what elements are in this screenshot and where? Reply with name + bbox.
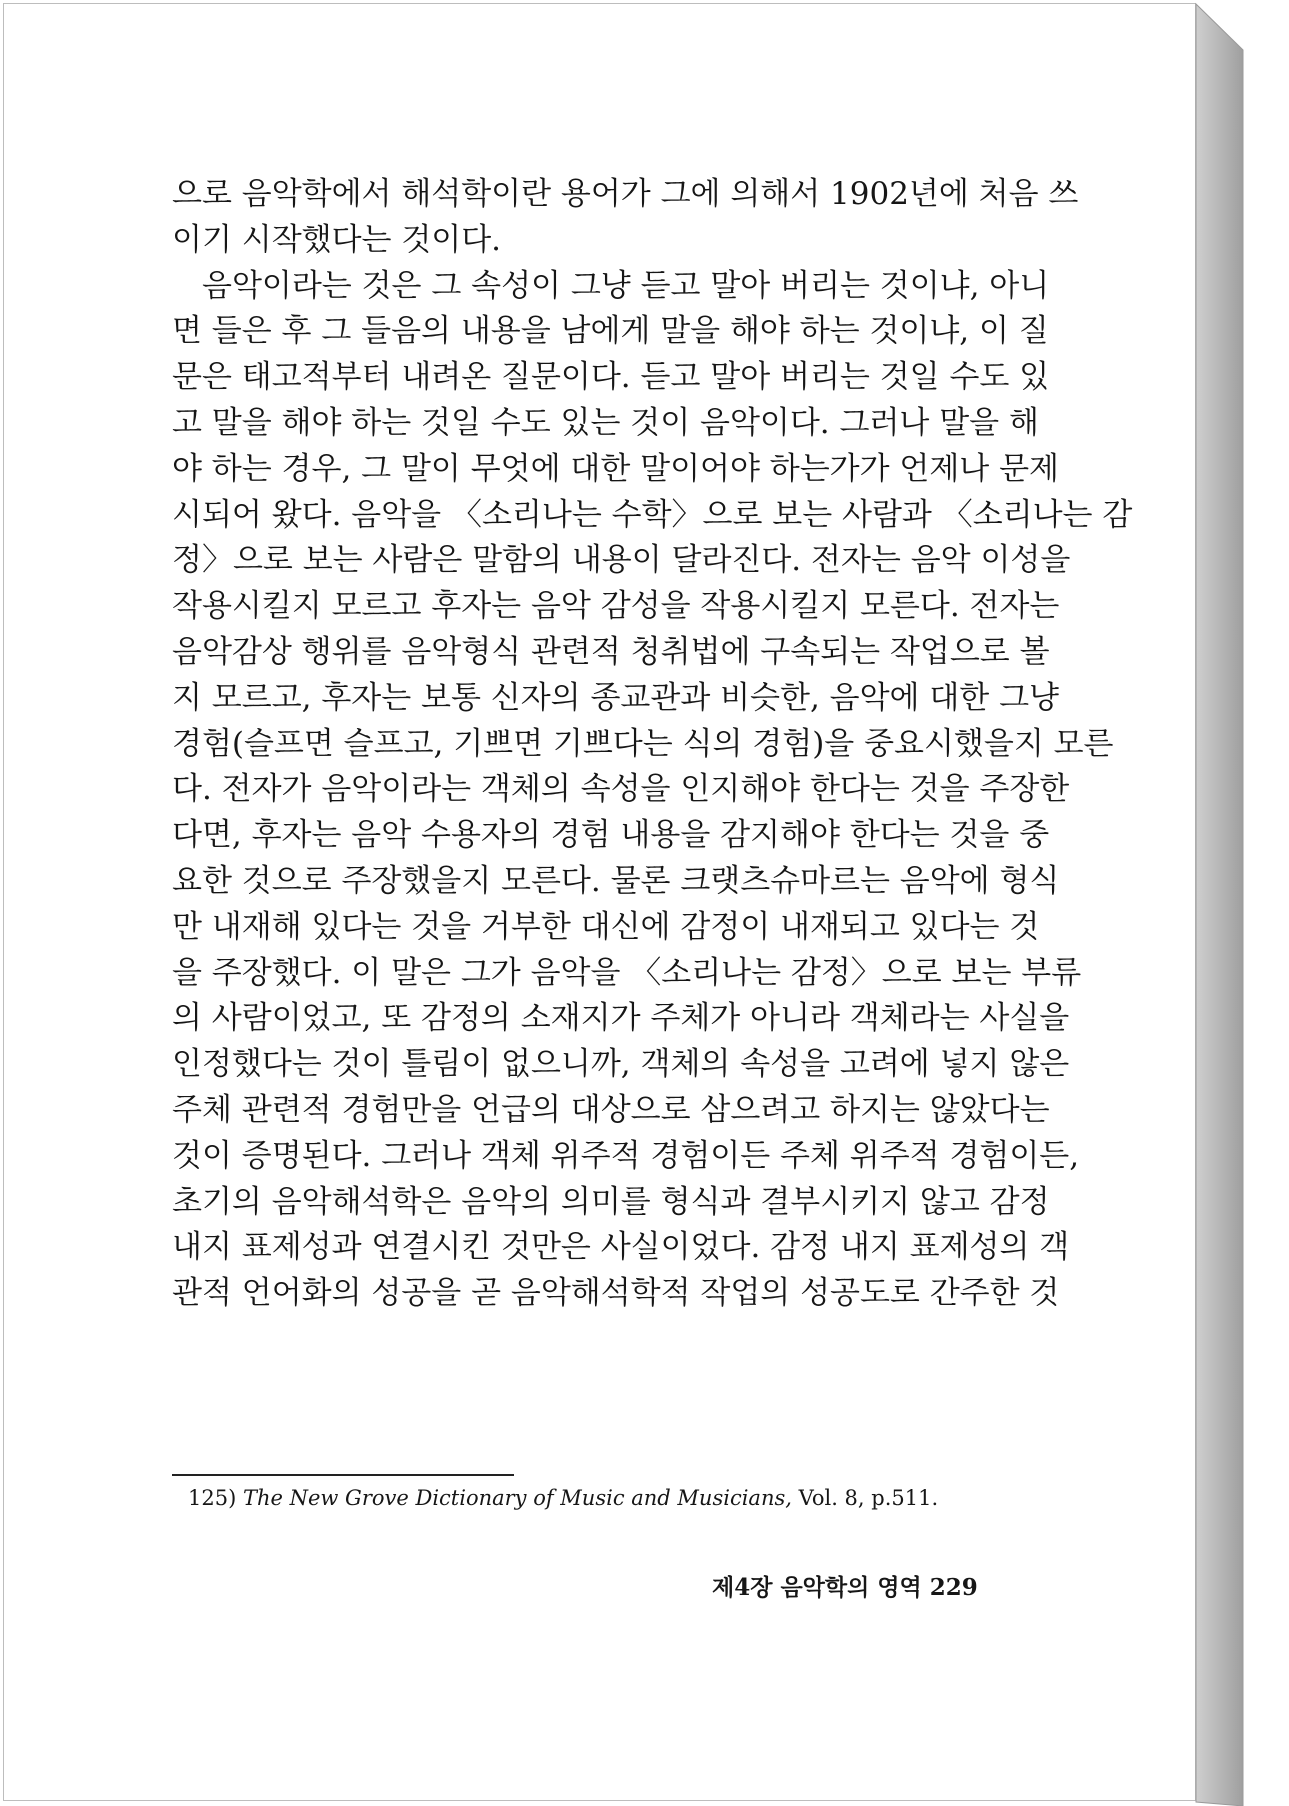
body-line: 다면, 후자는 음악 수용자의 경험 내용을 감지해야 한다는 것을 중 — [172, 817, 1050, 854]
body-line: 을 주장했다. 이 말은 그가 음악을 〈소리나는 감정〉으로 보는 부류 — [172, 954, 1082, 991]
body-line: 인정했다는 것이 틀림이 없으니까, 객체의 속성을 고려에 넣지 않은 — [172, 1046, 1070, 1083]
body-line: 작용시킬지 모르고 후자는 음악 감성을 작용시킬지 모른다. 전자는 — [172, 588, 1060, 625]
body-line: 경험(슬프면 슬프고, 기쁘면 기쁘다는 식의 경험)을 중요시했을지 모른 — [172, 725, 1114, 762]
body-line: 내지 표제성과 연결시킨 것만은 사실이었다. 감정 내지 표제성의 객 — [172, 1229, 1070, 1266]
body-line: 시되어 왔다. 음악을 〈소리나는 수학〉으로 보는 사람과 〈소리나는 감 — [172, 496, 1133, 533]
body-line: 고 말을 해야 하는 것일 수도 있는 것이 음악이다. 그러나 말을 해 — [172, 404, 1039, 441]
body-line: 문은 태고적부터 내려온 질문이다. 듣고 말아 버리는 것일 수도 있 — [172, 359, 1050, 396]
body-line: 요한 것으로 주장했을지 모른다. 물론 크랫츠슈마르는 음악에 형식 — [172, 862, 1060, 899]
page-number: 229 — [929, 1574, 978, 1601]
body-line: 초기의 음악해석학은 음악의 의미를 형식과 결부시키지 않고 감정 — [172, 1183, 1050, 1220]
body-line: 것이 증명된다. 그러나 객체 위주적 경험이든 주체 위주적 경험이든, — [172, 1137, 1080, 1174]
body-line: 면 들은 후 그 들음의 내용을 남에게 말을 해야 하는 것이냐, 이 질 — [172, 313, 1049, 350]
body-line: 주체 관련적 경험만을 언급의 대상으로 삼으려고 하지는 않았다는 — [172, 1091, 1050, 1128]
footnote-divider — [172, 1474, 514, 1476]
body-line: 정〉으로 보는 사람은 말함의 내용이 달라진다. 전자는 음악 이성을 — [172, 542, 1071, 579]
body-text — [172, 172, 1133, 1317]
footnote-source-title: The New Grove Dictionary of Music and Musicians, — [242, 1486, 792, 1510]
body-line: 의 사람이었고, 또 감정의 소재지가 주체가 아니라 객체라는 사실을 — [172, 1000, 1070, 1037]
body-line: 음악감상 행위를 음악형식 관련적 청취법에 구속되는 작업으로 볼 — [172, 633, 1050, 670]
body-line: 다. 전자가 음악이라는 객체의 속성을 인지해야 한다는 것을 주장한 — [172, 771, 1070, 808]
footnote-number: 125) — [188, 1486, 237, 1510]
footnote-volume-page: Vol. 8, p.511. — [798, 1486, 939, 1510]
chapter-title: 제4장 음악학의 영역 — [712, 1574, 922, 1601]
body-line: 이기 시작했다는 것이다. — [172, 221, 502, 258]
body-line: 음악이라는 것은 그 속성이 그냥 듣고 말아 버리는 것이냐, 아니 — [202, 267, 1050, 304]
running-footer — [712, 1569, 997, 1602]
body-line: 만 내재해 있다는 것을 거부한 대신에 감정이 내재되고 있다는 것 — [172, 908, 1040, 945]
footnote — [188, 1486, 938, 1510]
body-line: 관적 언어화의 성공을 곧 음악해석학적 작업의 성공도로 간주한 것 — [172, 1275, 1060, 1312]
body-line: 지 모르고, 후자는 보통 신자의 종교관과 비슷한, 음악에 대한 그냥 — [172, 679, 1059, 716]
body-line: 으로 음악학에서 해석학이란 용어가 그에 의해서 1902년에 처음 쓰 — [172, 176, 1079, 212]
body-line: 야 하는 경우, 그 말이 무엇에 대한 말이어야 하는가가 언제나 문제 — [172, 450, 1059, 487]
